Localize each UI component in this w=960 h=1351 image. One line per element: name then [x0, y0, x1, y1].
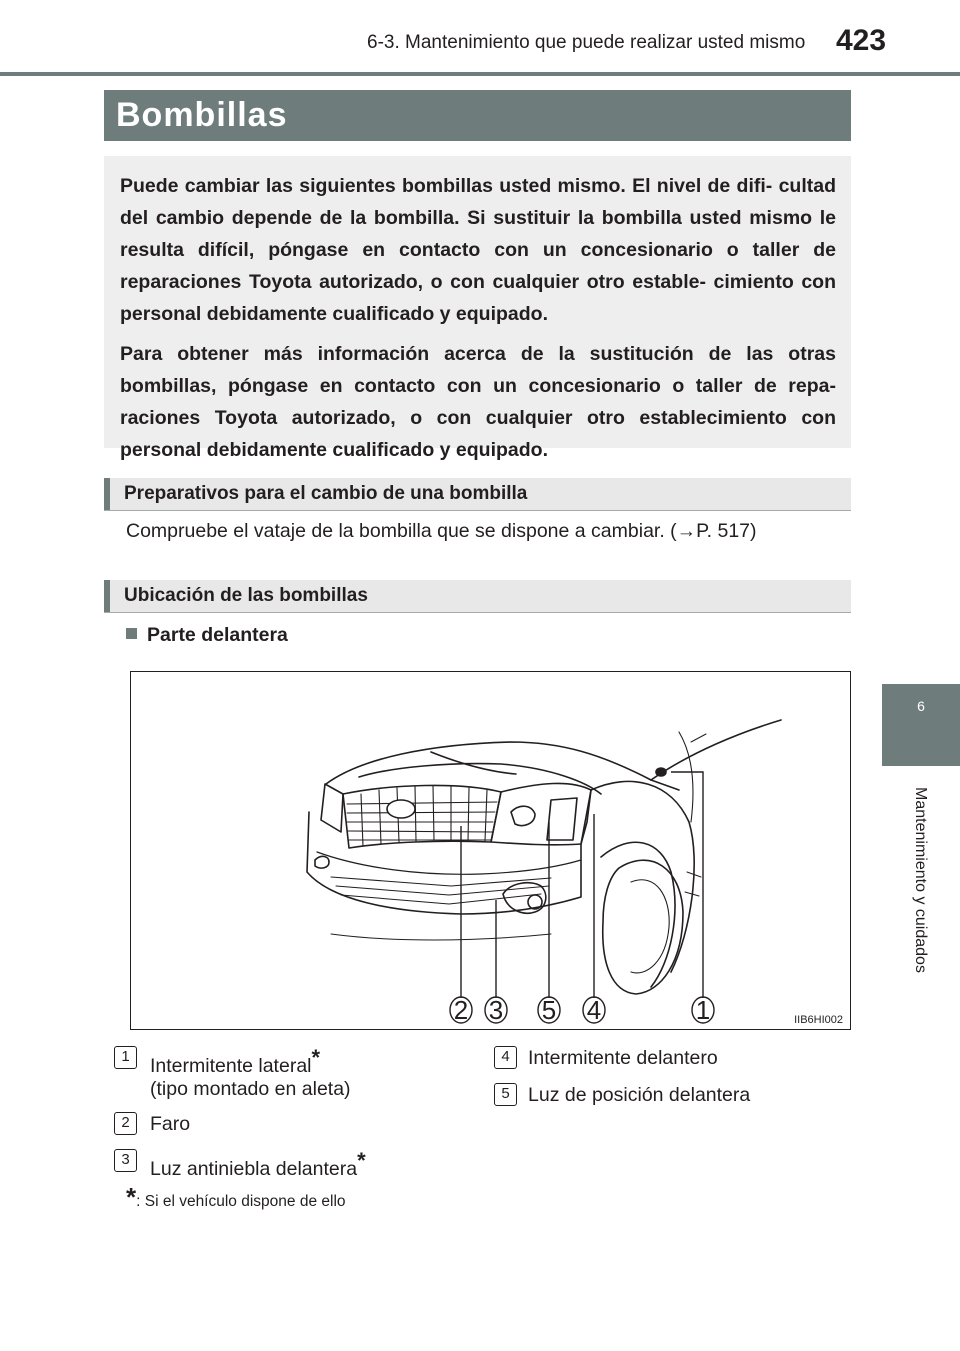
subheading-label: Parte delantera [147, 624, 288, 646]
legend-label-3: Luz antiniebla delantera [150, 1158, 358, 1180]
chapter-number: 6 [917, 698, 925, 714]
header-rule [0, 72, 960, 76]
figure-front-bulbs [130, 671, 851, 1030]
legend-number-2: 2 [114, 1112, 137, 1135]
legend-number-3: 3 [114, 1149, 137, 1172]
callout-3: 3 [488, 995, 504, 1025]
callout-group [450, 995, 714, 1025]
legend-item-4: Intermitente delantero [528, 1047, 718, 1069]
chapter-title: Mantenimiento y cuidados [912, 787, 929, 973]
footnote-text: : Si el vehículo dispone de ello [136, 1193, 346, 1210]
vehicle-front-illustration [131, 672, 850, 1029]
chapter-tab [882, 684, 960, 766]
legend-number-1: 1 [114, 1046, 137, 1069]
legend-number-4: 4 [494, 1046, 517, 1069]
intro-box [104, 156, 851, 461]
callout-2: 2 [453, 995, 469, 1025]
asterisk-icon: * [357, 1148, 366, 1173]
running-header: 6-3. Mantenimiento que puede realizar usted mismo [367, 32, 806, 53]
title-bar [104, 90, 851, 141]
intro-paragraph-2: Para obtener más información acerca de la sustitución de las otras bombillas, póngase en contacto con un concesionario o taller de repa- raciones Toyota autorizado, o con cualquier otro establecimiento con personal debidamente cualificado y equipado. [120, 343, 836, 461]
callout-1: 1 [695, 995, 711, 1025]
subheading-front [126, 624, 288, 647]
heading-accent [104, 478, 110, 510]
legend-label-1: Intermitente lateral [150, 1055, 312, 1077]
preparation-text: Compruebe el vataje de la bombilla que se dispone a cambiar. (→P. 517) [126, 520, 757, 542]
intro-paragraph-1: Puede cambiar las siguientes bombillas usted mismo. El nivel de difi- cultad del cambio depende de la bombilla. Si sustituir la bombilla usted mismo le resulta difícil, póngase en contacto con un concesionario o taller de reparaciones Toyota autorizado, o con cualquier otro estable- cimiento con personal debidamente cualificado y equipado. [120, 175, 836, 325]
legend-number-5: 5 [494, 1083, 517, 1106]
asterisk-icon: * [126, 1182, 137, 1212]
legend-item-2: Faro [150, 1113, 191, 1135]
callout-5: 5 [541, 995, 557, 1025]
page-number: 423 [836, 24, 887, 57]
callout-4: 4 [586, 995, 602, 1025]
legend-note-1: (tipo montado en aleta) [150, 1078, 351, 1100]
page-title: Bombillas [116, 96, 288, 134]
square-bullet-icon [126, 628, 137, 639]
legend-item-3 [150, 1147, 366, 1183]
section-heading-label: Ubicación de las bombillas [124, 585, 368, 606]
heading-accent [104, 580, 110, 612]
legend-item-5: Luz de posición delantera [528, 1084, 751, 1106]
section-heading-preparation [104, 478, 851, 511]
section-heading-locations [104, 580, 851, 613]
asterisk-icon: * [311, 1045, 321, 1070]
footnote [126, 1182, 346, 1213]
section-heading-label: Preparativos para el cambio de una bombilla [124, 483, 528, 504]
figure-code: IIB6HI002 [794, 1014, 843, 1026]
